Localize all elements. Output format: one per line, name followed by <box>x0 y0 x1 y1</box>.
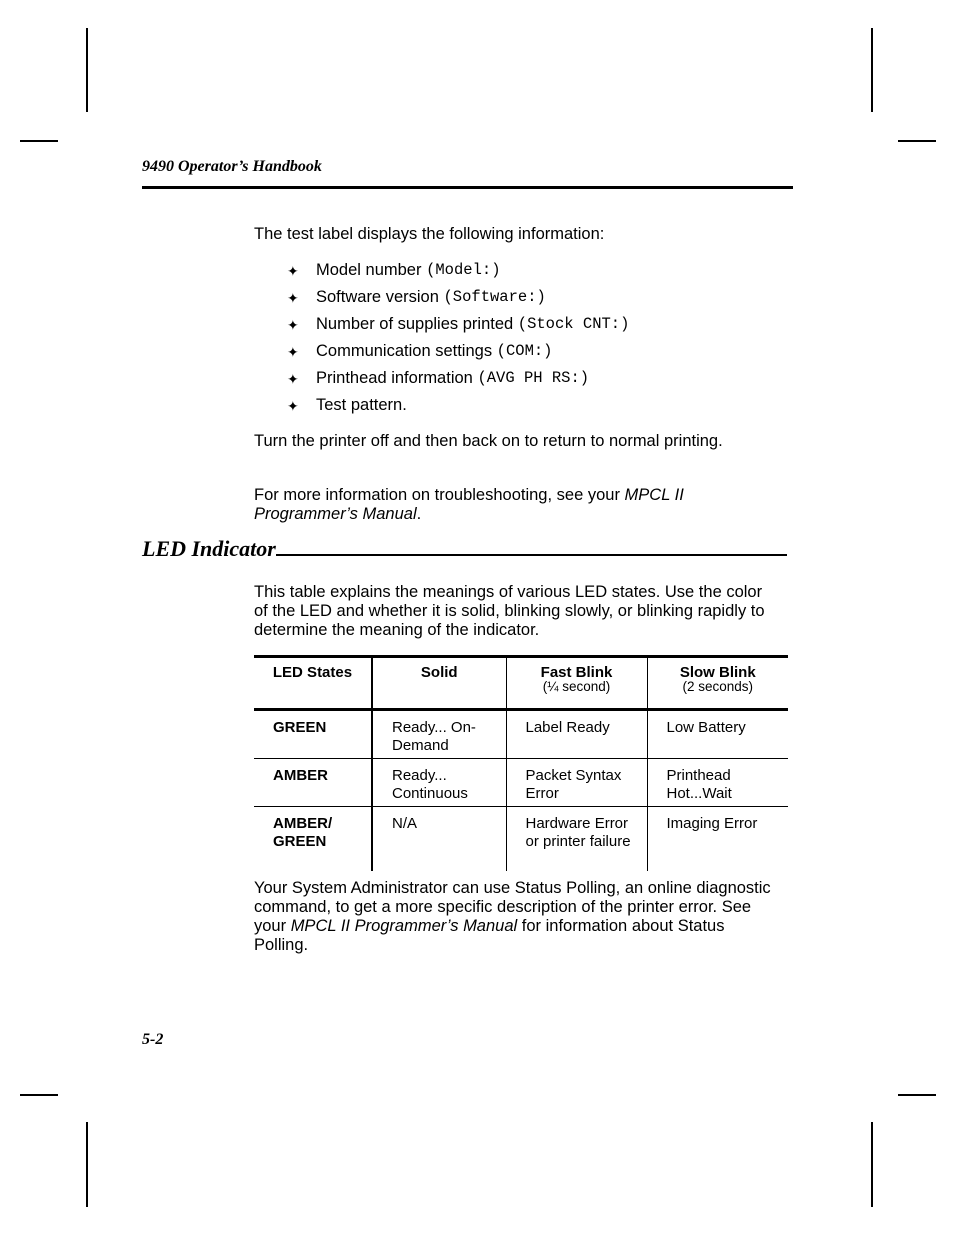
bullet-label: Software version <box>316 288 439 306</box>
list-item <box>287 260 629 287</box>
section-heading <box>142 536 787 562</box>
bullet-code: (Model:) <box>426 261 501 279</box>
led-state-cell: GREEN <box>254 710 372 759</box>
bullet-icon: ✦ <box>287 371 299 387</box>
status-polling-paragraph <box>254 879 779 955</box>
section-intro-paragraph: This table explains the meanings of various LED states. Use the color of the LED and whether it is solid, blinking slowly, or blinking rapidly to determine the meaning of the indicator. <box>254 583 765 639</box>
table-row <box>254 807 788 871</box>
crop-mark-top-right-vertical <box>871 28 873 112</box>
list-item <box>287 395 629 422</box>
list-item <box>287 368 629 395</box>
table-header-row <box>254 657 788 710</box>
crop-mark-bottom-right-vertical <box>871 1122 873 1207</box>
intro-paragraph: The test label displays the following information: <box>254 225 605 243</box>
table-row <box>254 759 788 807</box>
bullet-icon: ✦ <box>287 317 299 333</box>
page-number: 5-2 <box>142 1031 164 1048</box>
more-info-end: . <box>416 505 422 523</box>
manual-title: MPCL II Programmer’s Manual <box>290 917 518 935</box>
crop-mark-top-left-vertical <box>86 28 88 112</box>
bullet-icon: ✦ <box>287 290 299 306</box>
info-bullet-list <box>287 260 629 422</box>
crop-mark-top-right-horizontal <box>898 140 936 142</box>
slow-blink-cell: Imaging Error <box>666 815 758 832</box>
section-rule <box>276 554 787 556</box>
bullet-code: (COM:) <box>496 342 553 360</box>
list-item <box>287 287 629 314</box>
list-item <box>287 314 629 341</box>
column-header-slow-blink: Slow Blink (2 seconds) <box>647 657 788 710</box>
status-polling-end: for information about Status Polling. <box>254 917 725 954</box>
bullet-label: Number of supplies printed <box>316 315 514 333</box>
bullet-label: Test pattern. <box>316 396 407 414</box>
bullet-icon: ✦ <box>287 263 299 279</box>
crop-mark-top-left-horizontal <box>20 140 58 142</box>
led-state-cell: AMBER/ GREEN <box>254 807 372 871</box>
bullet-code: (AVG PH RS:) <box>477 369 590 387</box>
slow-blink-cell: Low Battery <box>666 719 746 736</box>
bullet-icon: ✦ <box>287 398 299 414</box>
bullet-icon: ✦ <box>287 344 299 360</box>
running-head: 9490 Operator’s Handbook <box>142 158 322 175</box>
bullet-code: (Software:) <box>443 288 546 306</box>
list-item <box>287 341 629 368</box>
section-title: LED Indicator <box>142 536 276 561</box>
crop-mark-bottom-right-horizontal <box>898 1094 936 1096</box>
crop-mark-bottom-left-vertical <box>86 1122 88 1207</box>
crop-mark-bottom-left-horizontal <box>20 1094 58 1096</box>
fast-blink-cell: Label Ready <box>506 710 647 759</box>
manual-title: MPCL II Programmer’s Manual <box>254 486 684 523</box>
fast-blink-cell: Packet Syntax Error <box>506 759 647 807</box>
slow-blink-cell: Printhead Hot...Wait <box>666 767 732 802</box>
led-state-cell: AMBER <box>254 759 372 807</box>
bullet-label: Model number <box>316 261 422 279</box>
fast-blink-interval: (¼ second) <box>542 679 611 694</box>
more-info-text: For more information on troubleshooting, see your <box>254 486 625 504</box>
led-states-table <box>254 655 788 871</box>
solid-cell: Ready... Continuous <box>372 759 506 807</box>
solid-cell: N/A <box>372 807 506 871</box>
solid-cell: Ready... On-Demand <box>372 710 506 759</box>
slow-blink-interval: (2 seconds) <box>682 679 754 694</box>
bullet-label: Communication settings <box>316 342 493 360</box>
table-row <box>254 710 788 759</box>
turn-off-paragraph: Turn the printer off and then back on to return to normal printing. <box>254 432 723 450</box>
bullet-label: Printhead information <box>316 369 473 387</box>
column-header-fast-blink: Fast Blink (¼ second) <box>506 657 647 710</box>
fast-blink-cell: Hardware Error or printer failure <box>506 807 647 871</box>
bullet-code: (Stock CNT:) <box>517 315 630 333</box>
status-polling-text: Your System Administrator can use Status Polling, an online diagnostic command, to get a more specific description of the printer error. See your <box>254 879 771 935</box>
header-rule <box>142 186 793 189</box>
more-info-paragraph <box>254 486 764 524</box>
column-header-solid: Solid <box>372 657 506 710</box>
column-header-led-states: LED States <box>254 657 372 710</box>
